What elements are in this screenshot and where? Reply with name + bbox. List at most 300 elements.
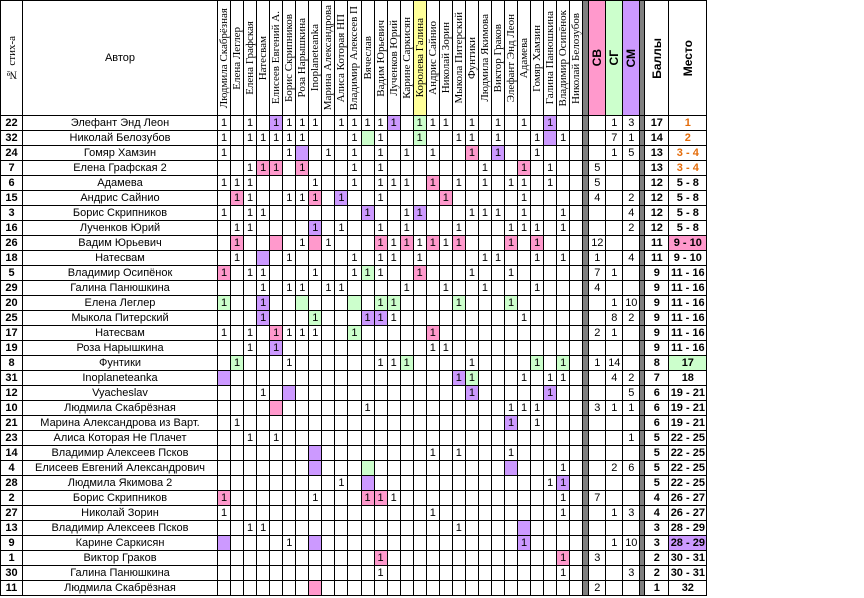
vote-cell <box>361 116 374 131</box>
sg-value <box>606 236 623 251</box>
vote-value: 1 <box>534 417 541 429</box>
vote-cell <box>570 581 583 596</box>
vote-cell <box>244 236 257 251</box>
vote-cell <box>270 446 283 461</box>
vote-cell <box>218 521 231 536</box>
vote-cell <box>439 356 452 371</box>
poem-number: 18 <box>1 251 23 266</box>
vote-cell <box>309 251 322 266</box>
vote-cell <box>361 566 374 581</box>
header-label: Баллы <box>649 37 664 79</box>
vote-cell <box>244 461 257 476</box>
vote-cell <box>244 431 257 446</box>
vote-cell <box>557 581 570 596</box>
vote-value: 1 <box>390 312 397 324</box>
score-value: 2 <box>645 551 669 566</box>
vote-cell <box>452 116 465 131</box>
vote-cell <box>439 266 452 281</box>
vote-cell <box>465 176 478 191</box>
vote-cell <box>218 326 231 341</box>
vote-cell <box>361 311 374 326</box>
vote-cell <box>570 431 583 446</box>
vote-value: 1 <box>338 282 345 294</box>
vote-cell <box>557 311 570 326</box>
vote-cell <box>231 251 244 266</box>
vote-cell <box>283 236 296 251</box>
score-value: 12 <box>645 176 669 191</box>
vote-cell <box>387 251 400 266</box>
vote-cell <box>518 311 531 326</box>
vote-value: 1 <box>377 177 384 189</box>
header-judge <box>557 1 570 116</box>
vote-cell <box>518 521 531 536</box>
sg-value: 7 <box>606 131 623 146</box>
vote-cell <box>557 221 570 236</box>
vote-cell <box>570 236 583 251</box>
vote-cell <box>244 281 257 296</box>
vote-cell <box>478 266 491 281</box>
vote-cell <box>322 281 335 296</box>
vote-cell <box>478 356 491 371</box>
vote-cell <box>348 581 361 596</box>
header-label: Карине Саркисян <box>400 17 413 99</box>
vote-cell <box>531 416 544 431</box>
vote-cell <box>348 551 361 566</box>
vote-cell <box>518 161 531 176</box>
vote-cell <box>244 311 257 326</box>
vote-cell <box>296 461 309 476</box>
vote-cell <box>322 116 335 131</box>
vote-cell <box>361 281 374 296</box>
table-row <box>1 221 707 236</box>
vote-value: 1 <box>468 132 475 144</box>
vote-cell <box>557 296 570 311</box>
vote-cell <box>413 476 426 491</box>
vote-value: 1 <box>547 387 554 399</box>
vote-cell <box>309 416 322 431</box>
table-row <box>1 251 707 266</box>
place-value: 11 - 16 <box>669 281 707 296</box>
vote-cell <box>283 326 296 341</box>
vote-value: 1 <box>273 132 280 144</box>
vote-cell <box>557 116 570 131</box>
vote-cell <box>478 521 491 536</box>
vote-value: 1 <box>507 417 515 429</box>
vote-value: 1 <box>273 162 280 174</box>
author-name: Людмила Якимова 2 <box>23 476 218 491</box>
vote-cell <box>557 536 570 551</box>
sg-value: 2 <box>606 461 623 476</box>
vote-cell <box>348 416 361 431</box>
header-label: Елисеев Евгений А. <box>270 11 283 105</box>
table-row <box>1 431 707 446</box>
vote-cell <box>348 566 361 581</box>
vote-cell <box>400 131 413 146</box>
author-name: Людмила Скабрёзная <box>23 581 218 596</box>
vote-cell <box>452 266 465 281</box>
vote-cell <box>570 536 583 551</box>
vote-cell <box>426 566 439 581</box>
vote-cell <box>570 506 583 521</box>
vote-cell <box>557 356 570 371</box>
vote-cell <box>544 296 557 311</box>
vote-cell <box>270 281 283 296</box>
header-label: Николай Белозубов <box>570 12 583 104</box>
vote-cell <box>283 146 296 161</box>
header-label: Виктор Граков <box>492 23 504 93</box>
vote-cell <box>309 386 322 401</box>
vote-cell <box>296 161 309 176</box>
header-label: СВ <box>590 49 605 67</box>
vote-cell <box>231 206 244 221</box>
header-judge <box>231 1 244 116</box>
vote-cell <box>257 236 270 251</box>
poem-number: 21 <box>1 416 23 431</box>
score-value: 4 <box>645 506 669 521</box>
vote-cell <box>544 461 557 476</box>
vote-cell <box>387 266 400 281</box>
vote-cell <box>231 401 244 416</box>
vote-cell <box>335 251 348 266</box>
vote-value: 1 <box>507 177 515 189</box>
vote-cell <box>322 161 335 176</box>
vote-cell <box>439 116 452 131</box>
vote-cell <box>283 251 296 266</box>
vote-cell <box>218 476 231 491</box>
author-name: Борис Скрипников <box>23 206 218 221</box>
vote-cell <box>465 206 478 221</box>
vote-cell <box>465 146 478 161</box>
author-name: Inoplaneteanka <box>23 371 218 386</box>
vote-value: 1 <box>560 207 567 219</box>
vote-value: 1 <box>534 132 541 144</box>
score-value: 6 <box>645 416 669 431</box>
vote-cell <box>400 401 413 416</box>
vote-value: 1 <box>220 117 228 129</box>
vote-cell <box>309 281 322 296</box>
vote-cell <box>413 296 426 311</box>
vote-cell <box>400 326 413 341</box>
vote-value: 1 <box>273 432 280 444</box>
author-name: Елена Графская 2 <box>23 161 218 176</box>
vote-cell <box>348 356 361 371</box>
header-judge <box>465 1 478 116</box>
vote-value: 1 <box>560 507 567 519</box>
vote-cell <box>544 131 557 146</box>
vote-cell <box>374 461 387 476</box>
header-label: Место <box>680 39 695 77</box>
vote-value: 1 <box>403 357 410 369</box>
vote-cell <box>570 281 583 296</box>
vote-cell <box>570 566 583 581</box>
vote-cell <box>452 461 465 476</box>
vote-cell <box>218 536 231 551</box>
vote-cell <box>557 416 570 431</box>
vote-value: 1 <box>560 567 567 579</box>
vote-cell <box>283 311 296 326</box>
vote-cell <box>452 386 465 401</box>
vote-cell <box>400 506 413 521</box>
vote-cell <box>518 191 531 206</box>
vote-cell <box>270 191 283 206</box>
header-judge <box>322 1 335 116</box>
sv-value: 1 <box>589 356 606 371</box>
vote-value: 1 <box>312 222 319 234</box>
vote-cell <box>518 176 531 191</box>
vote-cell <box>270 326 283 341</box>
vote-cell <box>270 341 283 356</box>
vote-cell <box>557 326 570 341</box>
vote-cell <box>309 311 322 326</box>
sm-value: 2 <box>623 311 640 326</box>
vote-cell <box>439 581 452 596</box>
vote-cell <box>270 521 283 536</box>
score-value: 8 <box>645 356 669 371</box>
vote-cell <box>374 386 387 401</box>
header-label: Борис Скрипников <box>283 13 296 103</box>
vote-cell <box>426 446 439 461</box>
place-value: 30 - 31 <box>670 567 705 579</box>
vote-value: 1 <box>429 117 436 129</box>
sg-value <box>606 491 623 506</box>
vote-value: 1 <box>247 267 254 279</box>
vote-cell <box>374 446 387 461</box>
vote-cell <box>531 491 544 506</box>
vote-cell <box>348 206 361 221</box>
vote-cell <box>283 386 296 401</box>
vote-value: 1 <box>534 282 541 294</box>
vote-cell <box>478 311 491 326</box>
vote-cell <box>439 431 452 446</box>
vote-cell <box>505 221 518 236</box>
sg-value <box>606 176 623 191</box>
author-name: Николай Белозубов <box>23 131 218 146</box>
vote-cell <box>400 356 413 371</box>
vote-cell <box>465 521 478 536</box>
vote-value: 1 <box>455 237 462 249</box>
poem-number: 32 <box>1 131 23 146</box>
vote-cell <box>465 266 478 281</box>
vote-cell <box>231 386 244 401</box>
vote-value: 1 <box>403 282 410 294</box>
vote-cell <box>452 416 465 431</box>
vote-cell <box>257 401 270 416</box>
author-name: Вадим Юрьевич <box>23 236 218 251</box>
sg-value <box>606 221 623 236</box>
vote-cell <box>505 566 518 581</box>
sv-value: 2 <box>589 326 606 341</box>
vote-cell <box>400 431 413 446</box>
header-label: Натесвам <box>257 35 270 81</box>
vote-cell <box>570 416 583 431</box>
sg-value <box>606 551 623 566</box>
vote-cell <box>505 266 518 281</box>
vote-value: 1 <box>377 192 384 204</box>
vote-cell <box>400 266 413 281</box>
vote-value: 1 <box>247 117 254 129</box>
vote-value: 1 <box>338 192 345 204</box>
sg-value <box>606 521 623 536</box>
vote-cell <box>335 146 348 161</box>
vote-cell <box>531 236 544 251</box>
vote-cell <box>544 506 557 521</box>
vote-cell <box>439 371 452 386</box>
vote-cell <box>426 521 439 536</box>
header-label: СГ <box>607 50 622 66</box>
vote-value: 1 <box>521 162 528 174</box>
vote-cell <box>322 251 335 266</box>
vote-cell <box>218 146 231 161</box>
vote-cell <box>413 116 426 131</box>
vote-cell <box>257 281 270 296</box>
vote-value: 1 <box>468 117 475 129</box>
sm-value <box>623 416 640 431</box>
vote-value: 1 <box>521 537 528 549</box>
vote-cell <box>374 356 387 371</box>
vote-cell <box>413 521 426 536</box>
header-judge <box>296 1 309 116</box>
poem-number: 28 <box>1 476 23 491</box>
vote-cell <box>518 446 531 461</box>
vote-value: 1 <box>416 252 423 264</box>
vote-cell <box>387 131 400 146</box>
score-value: 12 <box>645 206 669 221</box>
vote-cell <box>335 581 348 596</box>
table-row <box>1 416 707 431</box>
vote-value: 1 <box>547 162 554 174</box>
table-row <box>1 446 707 461</box>
vote-cell <box>257 371 270 386</box>
vote-value: 1 <box>507 222 515 234</box>
place-value: 5 - 8 <box>669 176 707 191</box>
vote-cell <box>491 116 504 131</box>
table-row <box>1 566 707 581</box>
vote-cell <box>296 581 309 596</box>
vote-cell <box>335 236 348 251</box>
score-value: 4 <box>645 491 669 506</box>
vote-cell <box>218 311 231 326</box>
vote-cell <box>505 401 518 416</box>
header-label: Гомяр Хамзин <box>531 24 544 92</box>
vote-cell <box>309 566 322 581</box>
table-row <box>1 461 707 476</box>
poem-number: 7 <box>1 161 23 176</box>
vote-cell <box>283 116 296 131</box>
vote-value: 1 <box>273 117 280 129</box>
vote-cell <box>257 356 270 371</box>
vote-cell <box>531 551 544 566</box>
vote-cell <box>439 251 452 266</box>
sv-value <box>589 536 606 551</box>
vote-cell <box>413 446 426 461</box>
vote-cell <box>348 431 361 446</box>
vote-cell <box>348 161 361 176</box>
vote-cell <box>452 356 465 371</box>
vote-value: 1 <box>247 327 254 339</box>
vote-cell <box>505 446 518 461</box>
vote-cell <box>296 551 309 566</box>
vote-cell <box>335 521 348 536</box>
vote-cell <box>478 161 491 176</box>
vote-cell <box>296 506 309 521</box>
vote-cell <box>426 371 439 386</box>
header-judge <box>257 1 270 116</box>
vote-cell <box>335 191 348 206</box>
vote-cell <box>309 461 322 476</box>
author-name: Роза Нарышкина <box>23 341 218 356</box>
poem-number: 30 <box>1 566 23 581</box>
header-label: Адамева <box>518 37 531 79</box>
vote-value: 1 <box>560 132 567 144</box>
place-value: 17 <box>669 356 707 371</box>
sg-value: 1 <box>606 506 623 521</box>
vote-value: 1 <box>234 177 241 189</box>
header-label: Николай Зорин <box>439 22 452 94</box>
vote-cell <box>570 146 583 161</box>
poem-number: 17 <box>1 326 23 341</box>
sm-value: 4 <box>623 251 640 266</box>
vote-cell <box>218 506 231 521</box>
vote-cell <box>218 176 231 191</box>
vote-cell <box>465 236 478 251</box>
place-value: 5 - 8 <box>669 206 707 221</box>
vote-cell <box>348 131 361 146</box>
vote-cell <box>400 566 413 581</box>
vote-cell <box>426 176 439 191</box>
vote-cell <box>544 281 557 296</box>
vote-cell <box>231 221 244 236</box>
vote-cell <box>531 386 544 401</box>
sv-value <box>589 506 606 521</box>
vote-cell <box>452 431 465 446</box>
poem-number: 25 <box>1 311 23 326</box>
vote-cell <box>452 251 465 266</box>
vote-cell <box>413 206 426 221</box>
vote-cell <box>544 116 557 131</box>
vote-cell <box>348 491 361 506</box>
vote-value: 1 <box>560 222 567 234</box>
vote-cell <box>452 191 465 206</box>
vote-cell <box>309 431 322 446</box>
vote-cell <box>518 416 531 431</box>
vote-cell <box>361 221 374 236</box>
vote-cell <box>400 371 413 386</box>
vote-cell <box>296 206 309 221</box>
vote-cell <box>557 161 570 176</box>
vote-cell <box>374 221 387 236</box>
vote-cell <box>570 311 583 326</box>
vote-cell <box>270 116 283 131</box>
vote-cell <box>296 491 309 506</box>
vote-value: 1 <box>286 327 293 339</box>
vote-value: 1 <box>299 117 306 129</box>
vote-cell <box>218 566 231 581</box>
vote-cell <box>413 401 426 416</box>
vote-cell <box>426 431 439 446</box>
vote-cell <box>270 266 283 281</box>
vote-cell <box>518 131 531 146</box>
vote-cell <box>322 296 335 311</box>
vote-value: 1 <box>364 312 371 324</box>
vote-cell <box>335 311 348 326</box>
vote-cell <box>544 491 557 506</box>
author-name: Елисеев Евгений Александрович <box>23 461 218 476</box>
vote-cell <box>244 491 257 506</box>
vote-cell <box>335 491 348 506</box>
score-value: 13 <box>645 161 669 176</box>
vote-cell <box>270 581 283 596</box>
vote-cell <box>465 491 478 506</box>
